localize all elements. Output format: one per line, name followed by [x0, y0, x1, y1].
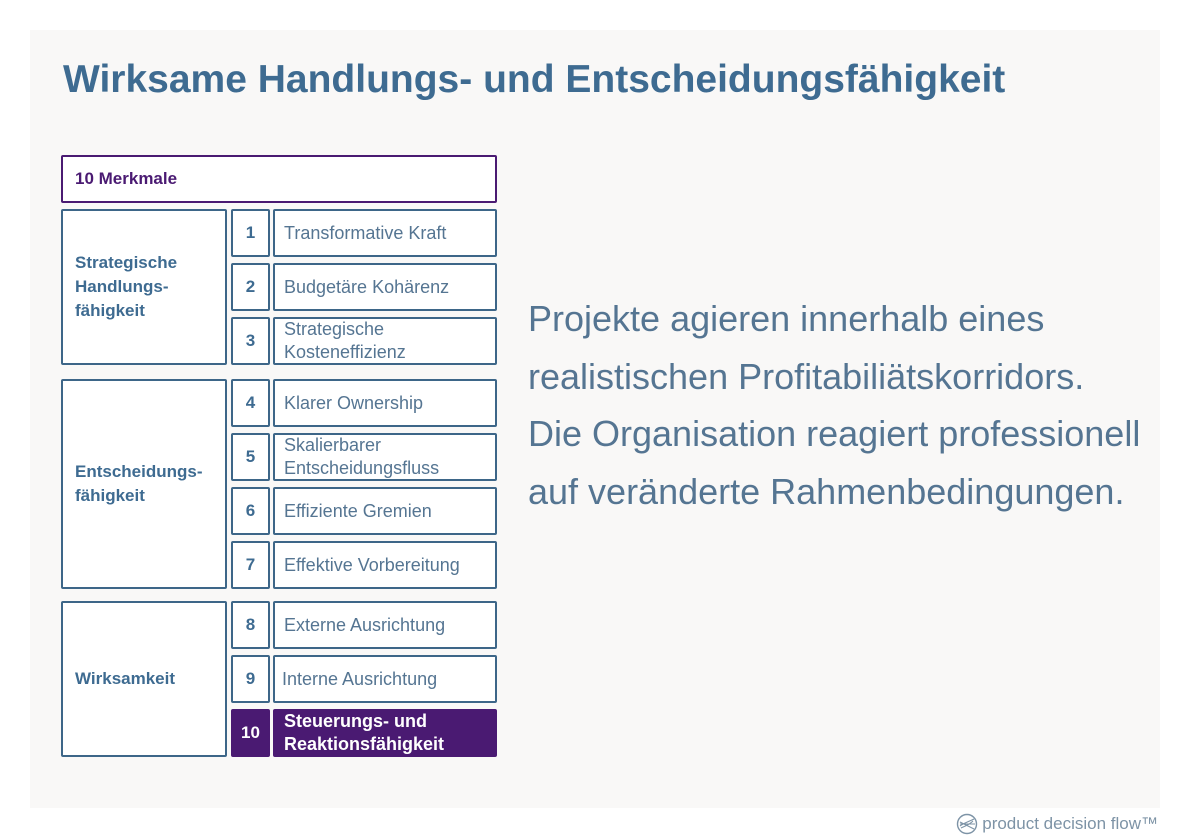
item-externe-ausrichtung: Externe Ausrichtung — [273, 601, 497, 649]
item-number-2: 2 — [231, 263, 270, 311]
item-number-7: 7 — [231, 541, 270, 589]
decision-flow-logo-icon — [956, 813, 978, 835]
item-budgetaere-kohaerenz: Budgetäre Kohärenz — [273, 263, 497, 311]
item-number-4: 4 — [231, 379, 270, 427]
group-strategische-handlungsfaehigkeit: Strategische Handlungs- fähigkeit — [61, 209, 227, 365]
item-number-9: 9 — [231, 655, 270, 703]
item-interne-ausrichtung: Interne Ausrichtung — [273, 655, 497, 703]
item-transformative-kraft: Transformative Kraft — [273, 209, 497, 257]
item-strategische-kosteneffizienz: Strategische Kosteneffizienz — [273, 317, 497, 365]
group-entscheidungsfaehigkeit: Entscheidungs- fähigkeit — [61, 379, 227, 589]
item-klarer-ownership: Klarer Ownership — [273, 379, 497, 427]
item-effiziente-gremien: Effiziente Gremien — [273, 487, 497, 535]
group-wirksamkeit: Wirksamkeit — [61, 601, 227, 757]
item-steuerungs-und-reaktionsfaehigkeit-selected: Steuerungs- und Reaktionsfähigkeit — [273, 709, 497, 757]
item-number-6: 6 — [231, 487, 270, 535]
item-number-5: 5 — [231, 433, 270, 481]
item-number-10-selected: 10 — [231, 709, 270, 757]
characteristics-header: 10 Merkmale — [61, 155, 497, 203]
item-effektive-vorbereitung: Effektive Vorbereitung — [273, 541, 497, 589]
item-number-3: 3 — [231, 317, 270, 365]
brand-logo — [956, 812, 1158, 836]
page-title: Wirksame Handlungs- und Entscheidungsfähigkeit — [63, 58, 1006, 101]
brand-name: product decision flow™ — [982, 814, 1158, 833]
item-skalierbarer-entscheidungsfluss: Skalierbarer Entscheidungsfluss — [273, 433, 497, 481]
characteristic-description: Projekte agieren innerhalb eines realistischen Profitabiliätskorridors. Die Organisation reagiert professionell auf veränderte Rahmenbedingungen. — [528, 298, 1141, 512]
item-number-1: 1 — [231, 209, 270, 257]
item-number-8: 8 — [231, 601, 270, 649]
